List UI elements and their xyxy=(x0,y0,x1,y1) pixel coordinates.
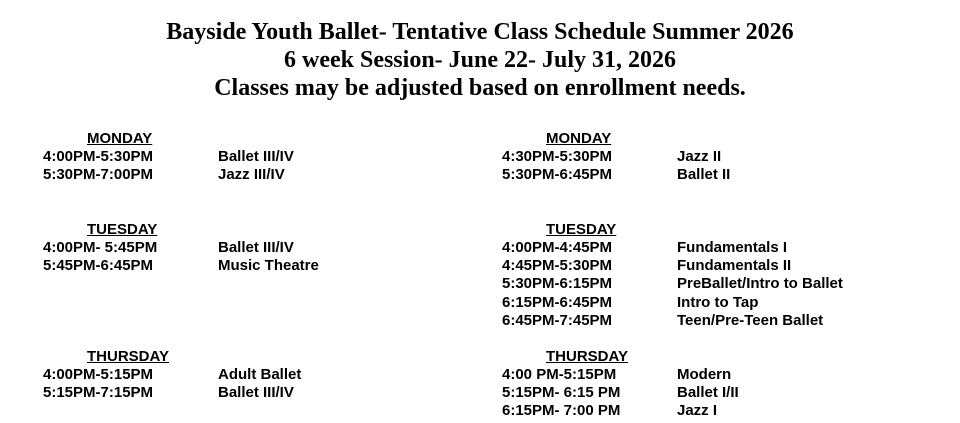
day-heading: TUESDAY xyxy=(87,221,158,238)
class-time: 4:00PM- 5:45PM xyxy=(43,239,158,256)
class-time: 4:45PM-5:30PM xyxy=(502,257,613,275)
class-time: 5:30PM-7:00PM xyxy=(43,166,154,184)
class-time: 4:00 PM-5:15PM xyxy=(502,366,617,383)
class-time: 6:45PM-7:45PM xyxy=(502,311,613,329)
class-name: PreBallet/Intro to Ballet xyxy=(677,275,843,293)
header-title: Bayside Youth Ballet- Tentative Class Schedule Summer 2026 xyxy=(166,19,794,45)
class-time: 4:00PM-5:30PM xyxy=(43,148,154,165)
schedule-row xyxy=(502,312,932,330)
day-heading: THURSDAY xyxy=(546,348,628,365)
day-heading: TUESDAY xyxy=(546,221,617,238)
class-time: 4:00PM-5:15PM xyxy=(43,366,154,383)
class-time: 5:30PM-6:45PM xyxy=(502,166,613,184)
schedule-row xyxy=(502,257,932,275)
class-name: Fundamentals I xyxy=(677,239,788,256)
schedule-row xyxy=(43,166,473,184)
class-time: 4:30PM-5:30PM xyxy=(502,148,613,165)
class-name: Ballet III/IV xyxy=(218,239,294,256)
right-tuesday-block xyxy=(502,221,932,330)
class-name: Adult Ballet xyxy=(218,366,302,383)
day-heading: MONDAY xyxy=(87,130,153,147)
class-name: Ballet II xyxy=(677,166,731,184)
class-name: Modern xyxy=(677,366,732,383)
day-heading: THURSDAY xyxy=(87,348,169,365)
class-name: Teen/Pre-Teen Ballet xyxy=(677,311,824,329)
schedule-row xyxy=(502,366,932,384)
class-time: 6:15PM- 7:00 PM xyxy=(502,402,621,420)
class-name: Jazz II xyxy=(677,148,722,165)
left-monday-block xyxy=(43,130,473,184)
schedule-row xyxy=(502,166,932,184)
class-time: 5:15PM- 6:15 PM xyxy=(502,384,621,402)
class-name: Intro to Tap xyxy=(677,293,759,311)
header-note: Classes may be adjusted based on enrollment needs. xyxy=(214,75,746,101)
class-time: 6:15PM-6:45PM xyxy=(502,293,613,311)
header-session: 6 week Session- June 22- July 31, 2026 xyxy=(283,47,677,73)
schedule-row xyxy=(43,366,473,384)
class-time: 5:30PM-6:15PM xyxy=(502,275,613,293)
class-time: 4:00PM-4:45PM xyxy=(502,239,613,256)
right-monday-block xyxy=(502,130,932,184)
schedule-row xyxy=(43,257,473,275)
class-time: 5:15PM-7:15PM xyxy=(43,384,154,402)
schedule-header xyxy=(0,18,960,102)
class-time: 5:45PM-6:45PM xyxy=(43,257,154,275)
day-heading: MONDAY xyxy=(546,130,612,147)
left-tuesday-block xyxy=(43,221,473,275)
class-name: Jazz I xyxy=(677,402,718,420)
schedule-row xyxy=(43,148,473,166)
schedule-row xyxy=(502,239,932,257)
class-name: Ballet III/IV xyxy=(218,384,294,402)
class-name: Music Theatre xyxy=(218,257,319,275)
schedule-row xyxy=(502,275,932,293)
schedule-row xyxy=(43,384,473,402)
schedule-row xyxy=(502,294,932,312)
class-name: Jazz III/IV xyxy=(218,166,285,184)
class-name: Ballet I/II xyxy=(677,384,739,402)
class-name: Fundamentals II xyxy=(677,257,792,275)
schedule-row xyxy=(502,148,932,166)
schedule-row xyxy=(502,384,932,402)
class-name: Ballet III/IV xyxy=(218,148,294,165)
left-thursday-block xyxy=(43,348,473,402)
schedule-row xyxy=(502,402,932,420)
schedule-row xyxy=(43,239,473,257)
right-thursday-block xyxy=(502,348,932,421)
